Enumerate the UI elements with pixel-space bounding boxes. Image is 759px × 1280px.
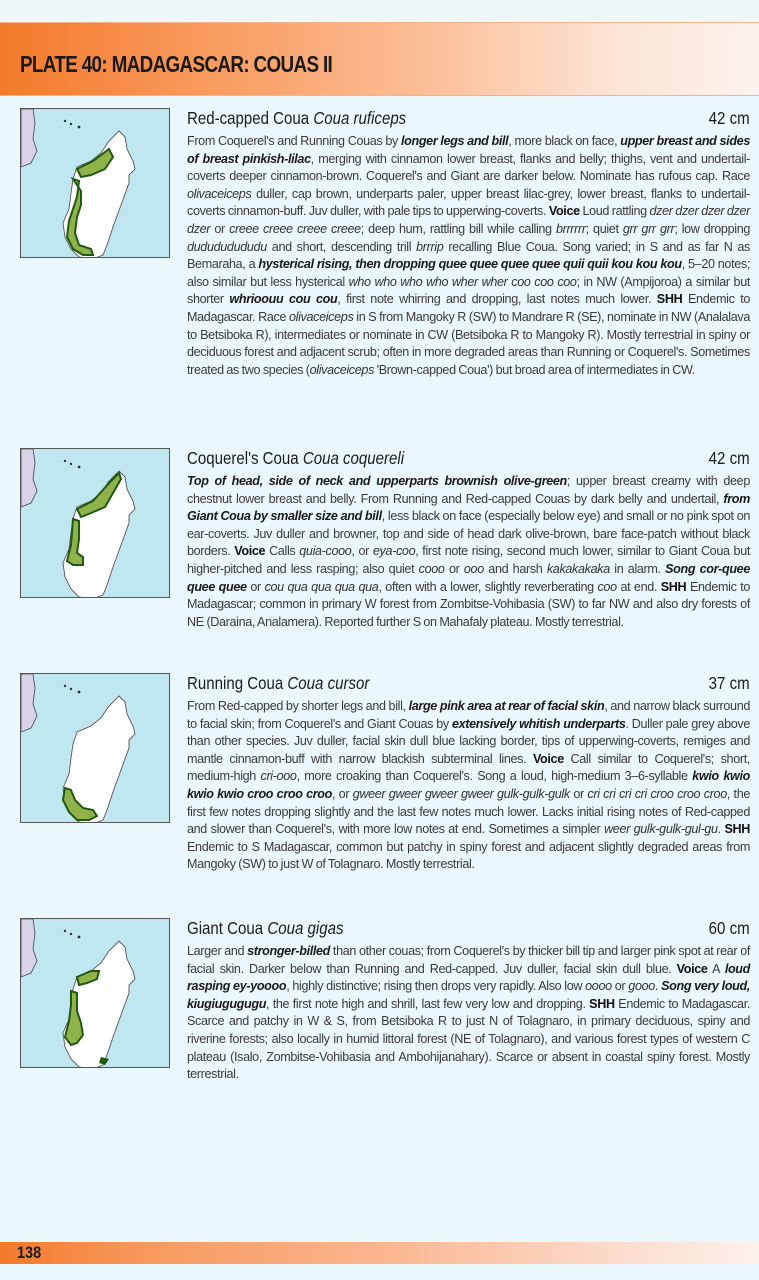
plate-title: PLATE 40: MADAGASCAR: COUAS II xyxy=(20,51,333,77)
species-description: From Coquerel's and Running Couas by longer legs and bill, more black on face, upper breast and sides of breast pinkish-lilac, merging with cinnamon lower breast, flanks and belly; thighs, vent and undertail-coverts deeper cinnamon-brown. Coquerel's and Giant are darker below. Nominate has rufous cap. Race olivaceiceps duller, cap brown, underparts paler, upper breast lilac-grey, lower breast, flanks to undertail-coverts cinnamon-buff. Juv duller, with pale tips to upperwing-coverts. Voice Loud rattling dzer dzer dzer dzer dzer or creee creee creee creee; deep hum, rattling bill while calling brrrrrr; quiet grr grr grr; low dropping dudududududu and short, descending trill brrrip recalling Blue Coua. Song varied; in S and as far N as Bemaraha, a hysterical rising, then dropping quee quee quee quee quii quii kou kou kou, 5–20 notes; also similar but less hysterical who who who who wher wher coo coo coo; in NW (Ampijoroa) a similar but shorter whrioouu cou cou, first note whirring and dropping, last notes much lower. SHH Endemic to Madagascar. Race olivaceiceps in S from Mangoky R (SW) to Mandrare R (SE), nominate in NW (Analalava to Betsiboka R), intermediates or nominate in CW (Betsiboka R to Mangoky R). Mostly terrestrial in spiny or deciduous forest and adjacent scrub; often in more degraded areas than Running or Coquerel's. Sometimes treated as two species (olivaceiceps 'Brown-capped Coua') but broad area of intermediates in CW. xyxy=(187,134,751,377)
species-description: From Red-capped by shorter legs and bill, large pink area at rear of facial skin, and narrow black surround to facial skin; from Coquerel's and Giant Couas by extensively whitish underparts. Duller pale grey above than other species. Juv duller, facial skin dull blue lacking border, tips of upperwing-coverts, remiges and mantle cinnamon-buff with narrow blackish subterminal lines. Voice Call similar to Coquerel's; short, medium-high cri-ooo, more croaking than Coquerel's. Song a loud, high-medium 3–6-syllable kwio kwio kwio kwio croo croo croo, or gweer gweer gweer gweer gulk-gulk-gulk or cri cri cri cri croo croo croo, the first few notes dropping slightly and the last few notes much lower. Lacks initial rising notes of Red-capped and slower than Coquerel's, with more low notes at end. Sometimes a simpler weer gulk-gulk-gul-gu. SHH Endemic to S Madagascar, common but patchy in spiny forest and adjacent slightly degraded areas from Mangoky (SW) to just W of Tolagnaro. Mostly terrestrial. xyxy=(187,699,750,872)
range-map xyxy=(20,448,170,598)
body-length: 42 cm xyxy=(709,108,750,128)
species-heading xyxy=(187,108,750,132)
species-heading xyxy=(187,673,750,697)
scientific-name: Coua ruficeps xyxy=(313,108,407,128)
common-name: Running Coua xyxy=(187,673,284,693)
species-description: Larger and stronger-billed than other couas; from Coquerel's by thicker bill tip and larger pink spot at rear of facial skin. Darker below than Running and Red-capped. Juv duller, facial skin dull blue. Voice A loud rasping ey-yoooo, highly distinctive; rising then drops very rapidly. Also low oooo or gooo. Song very loud, kiugiugugugu, the first note high and shrill, last few very low and dropping. SHH Endemic to Madagascar. Scarce and patchy in W & S, from Betsiboka R to just N of Tolagnaro, in primary deciduous, spiny and riverine forests; also locally in humid littoral forest (NE of Tolagnaro), and various forest types of western C plateau (Isalo, Zombitse-Vohibasia and Ambohijanahary). Scarce or absent in coastal spiny forest. Mostly terrestrial. xyxy=(187,944,750,1082)
page-top-margin xyxy=(0,0,759,22)
madagascar-map-icon xyxy=(21,109,170,258)
common-name: Giant Coua xyxy=(187,918,264,938)
body-length: 60 cm xyxy=(709,918,750,938)
species-heading xyxy=(187,448,750,472)
body-length: 37 cm xyxy=(709,673,750,693)
plate-header-band xyxy=(0,22,759,96)
range-map xyxy=(20,673,170,823)
madagascar-map-icon xyxy=(21,674,170,823)
common-name: Coquerel's Coua xyxy=(187,448,299,468)
species-heading xyxy=(187,918,750,942)
species-description: Top of head, side of neck and upperparts brownish olive-green; upper breast creamy with deep chestnut lower breast and belly. From Running and Red-capped Couas by dark belly and undertail, from Giant Coua by smaller size and bill, less black on face (especially below eye) and small or no pink spot on ear-coverts. Juv duller and browner, top and side of head dark olive-brown, bare face-patch without black borders. Voice Calls quia-cooo, or eya-coo, first note rising, second much lower, similar to Giant Coua but higher-pitched and less rasping; also quiet cooo or ooo and harsh kakakakaka in alarm. Song cor-quee quee quee or cou qua qua qua qua, often with a lower, slightly reverberating coo at end. SHH Endemic to Madagascar; common in primary W forest from Zombitse-Vohibasia (SW) to far NW and also dry forests of NE (Daraina, Analamera). Reported further S on Mahafaly plateau. Mostly terrestrial. xyxy=(187,474,751,629)
madagascar-map-icon xyxy=(21,919,170,1068)
body-length: 42 cm xyxy=(709,448,750,468)
page-footer-band xyxy=(0,1242,759,1264)
scientific-name: Coua coquereli xyxy=(302,448,405,468)
range-map xyxy=(20,108,170,258)
page-number: 138 xyxy=(17,1243,42,1262)
madagascar-map-icon xyxy=(21,449,170,598)
scientific-name: Coua gigas xyxy=(267,918,344,938)
scientific-name: Coua cursor xyxy=(287,673,370,693)
range-map xyxy=(20,918,170,1068)
common-name: Red-capped Coua xyxy=(187,108,310,128)
